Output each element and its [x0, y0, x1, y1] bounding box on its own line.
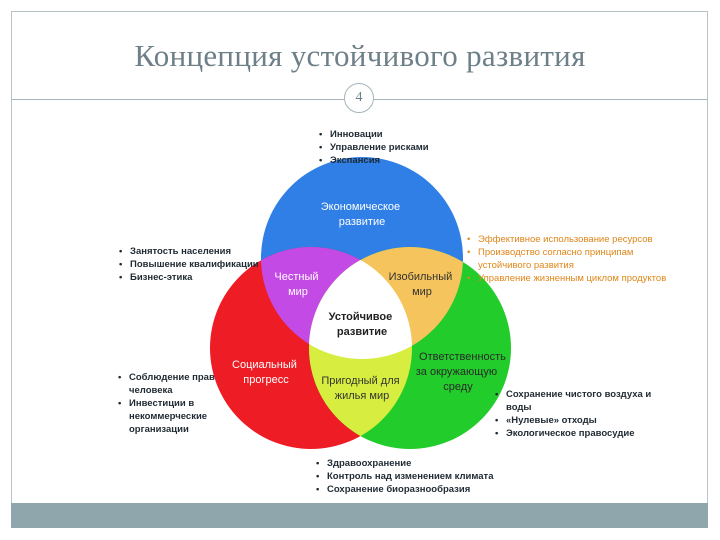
list-item: • Инновации [318, 128, 429, 141]
eco-efficiency-bullets [466, 233, 671, 285]
list-item: • Сохранение биоразнообразия [315, 483, 494, 496]
list-item: • Инвестиции в некоммерческие организации [117, 397, 217, 436]
social-economic-bullets [118, 245, 259, 284]
list-item: • «Нулевые» отходы [494, 414, 674, 427]
list-item: • Эффективное использование ресурсов [466, 233, 671, 246]
list-item: • Здравоохранение [315, 457, 494, 470]
list-item: • Бизнес-этика [118, 271, 259, 284]
ecological-label: Ответственность за окружающую среду [415, 351, 506, 393]
social-ecological-bullets [315, 457, 494, 496]
list-item: • Производство согласно принципам устойчивого развития [466, 246, 671, 272]
abundant-world-label: Изобильный мир [388, 271, 453, 298]
list-item: • Экспансия [318, 154, 429, 167]
economic-bullets [318, 128, 429, 167]
social-bullets [117, 371, 217, 436]
livable-world-label: Пригодный для жилья мир [321, 375, 400, 402]
ecological-bullets [494, 388, 674, 440]
footer-bar [11, 503, 708, 528]
list-item: • Управление рисками [318, 141, 429, 154]
list-item: • Сохранение чистого воздуха и воды [494, 388, 674, 414]
list-item: • Соблюдение прав человека [117, 371, 217, 397]
page-number: 4 [355, 90, 363, 105]
list-item: • Занятость населения [118, 245, 259, 258]
economic-label: Экономическое развитие [320, 201, 401, 228]
list-item: • Управление жизненным циклом продуктов [466, 272, 671, 285]
social-label: Социальный прогресс [232, 359, 297, 386]
list-item: • Экологическое правосудие [494, 427, 674, 440]
list-item: • Повышение квалификации [118, 258, 259, 271]
slide-title: Концепция устойчивого развития [134, 38, 586, 73]
list-item: • Контроль над изменением климата [315, 470, 494, 483]
honest-world-label: Честный мир [274, 271, 319, 298]
sustainable-development-label: Устойчивое развитие [328, 311, 393, 338]
